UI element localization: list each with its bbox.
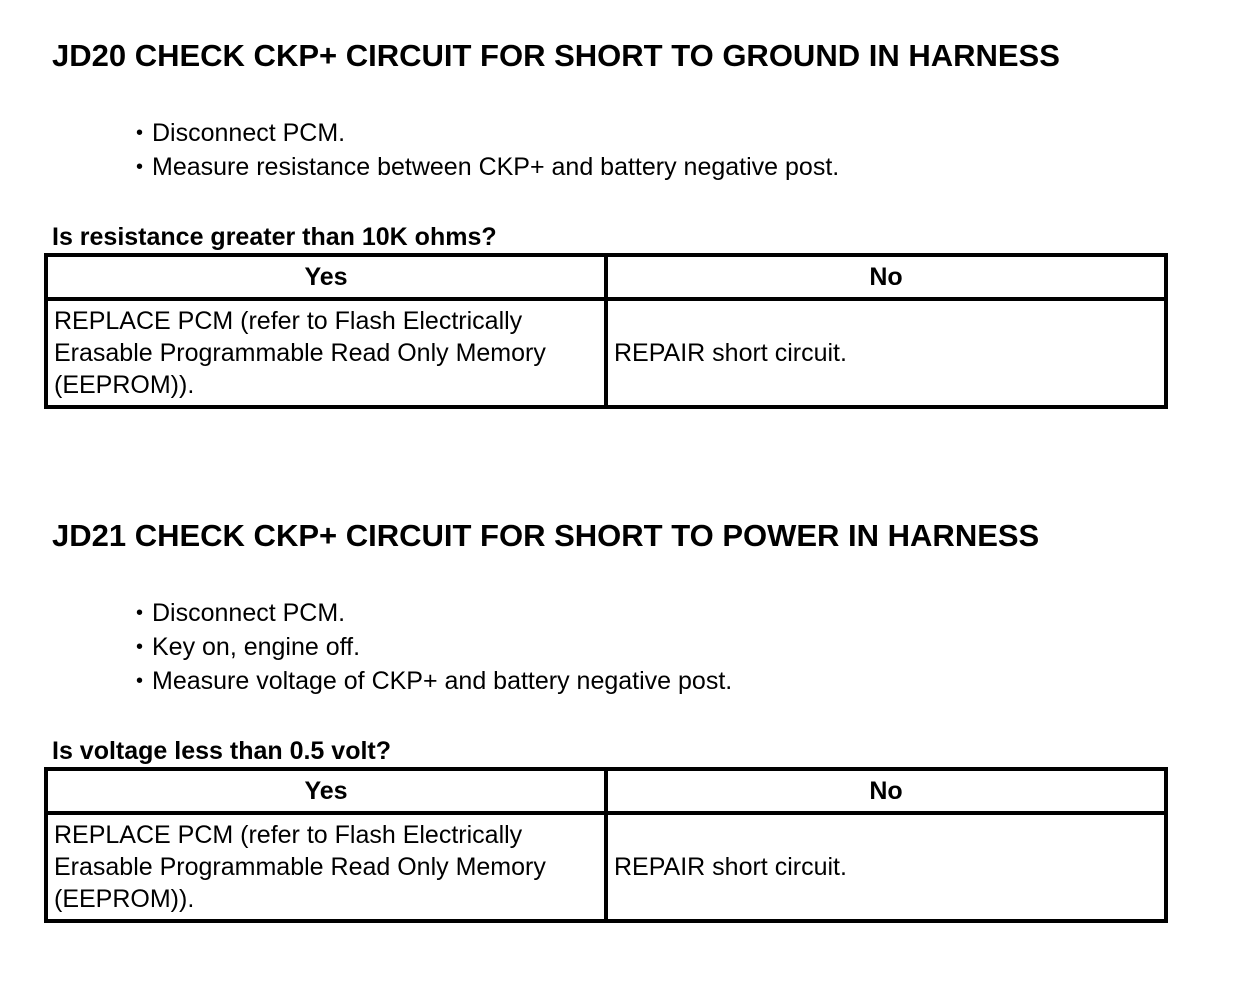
yes-header: Yes [46, 255, 606, 299]
no-action: REPAIR short circuit. [606, 299, 1166, 407]
no-action: REPAIR short circuit. [606, 813, 1166, 921]
table-header-row [46, 769, 1166, 813]
table-header-row [46, 255, 1166, 299]
step-heading: JD21 CHECK CKP+ CIRCUIT FOR SHORT TO POWER IN HARNESS [52, 518, 1040, 553]
instruction-item: • Measure voltage of CKP+ and battery negative post. [136, 664, 732, 698]
decision-table [44, 767, 1168, 923]
bullet-icon: • [136, 122, 144, 144]
no-header: No [606, 255, 1166, 299]
bullet-icon: • [136, 156, 144, 178]
decision-table [44, 253, 1168, 409]
instruction-item: • Disconnect PCM. [136, 116, 839, 150]
yes-action: REPLACE PCM (refer to Flash Electrically Erasable Programmable Read Only Memory (EEPROM)). [46, 813, 606, 921]
bullet-icon: • [136, 670, 144, 692]
step-question: Is resistance greater than 10K ohms? [52, 223, 497, 251]
yes-action: REPLACE PCM (refer to Flash Electrically Erasable Programmable Read Only Memory (EEPROM)). [46, 299, 606, 407]
bullet-icon: • [136, 636, 144, 658]
step-instructions [136, 596, 732, 698]
instruction-item: • Key on, engine off. [136, 630, 732, 664]
step-heading: JD20 CHECK CKP+ CIRCUIT FOR SHORT TO GROUND IN HARNESS [52, 38, 1060, 73]
instruction-item: • Measure resistance between CKP+ and battery negative post. [136, 150, 839, 184]
table-row [46, 813, 1166, 921]
step-instructions [136, 116, 839, 184]
step-question: Is voltage less than 0.5 volt? [52, 737, 392, 765]
yes-header: Yes [46, 769, 606, 813]
instruction-item: • Disconnect PCM. [136, 596, 732, 630]
bullet-icon: • [136, 602, 144, 624]
no-header: No [606, 769, 1166, 813]
table-row [46, 299, 1166, 407]
